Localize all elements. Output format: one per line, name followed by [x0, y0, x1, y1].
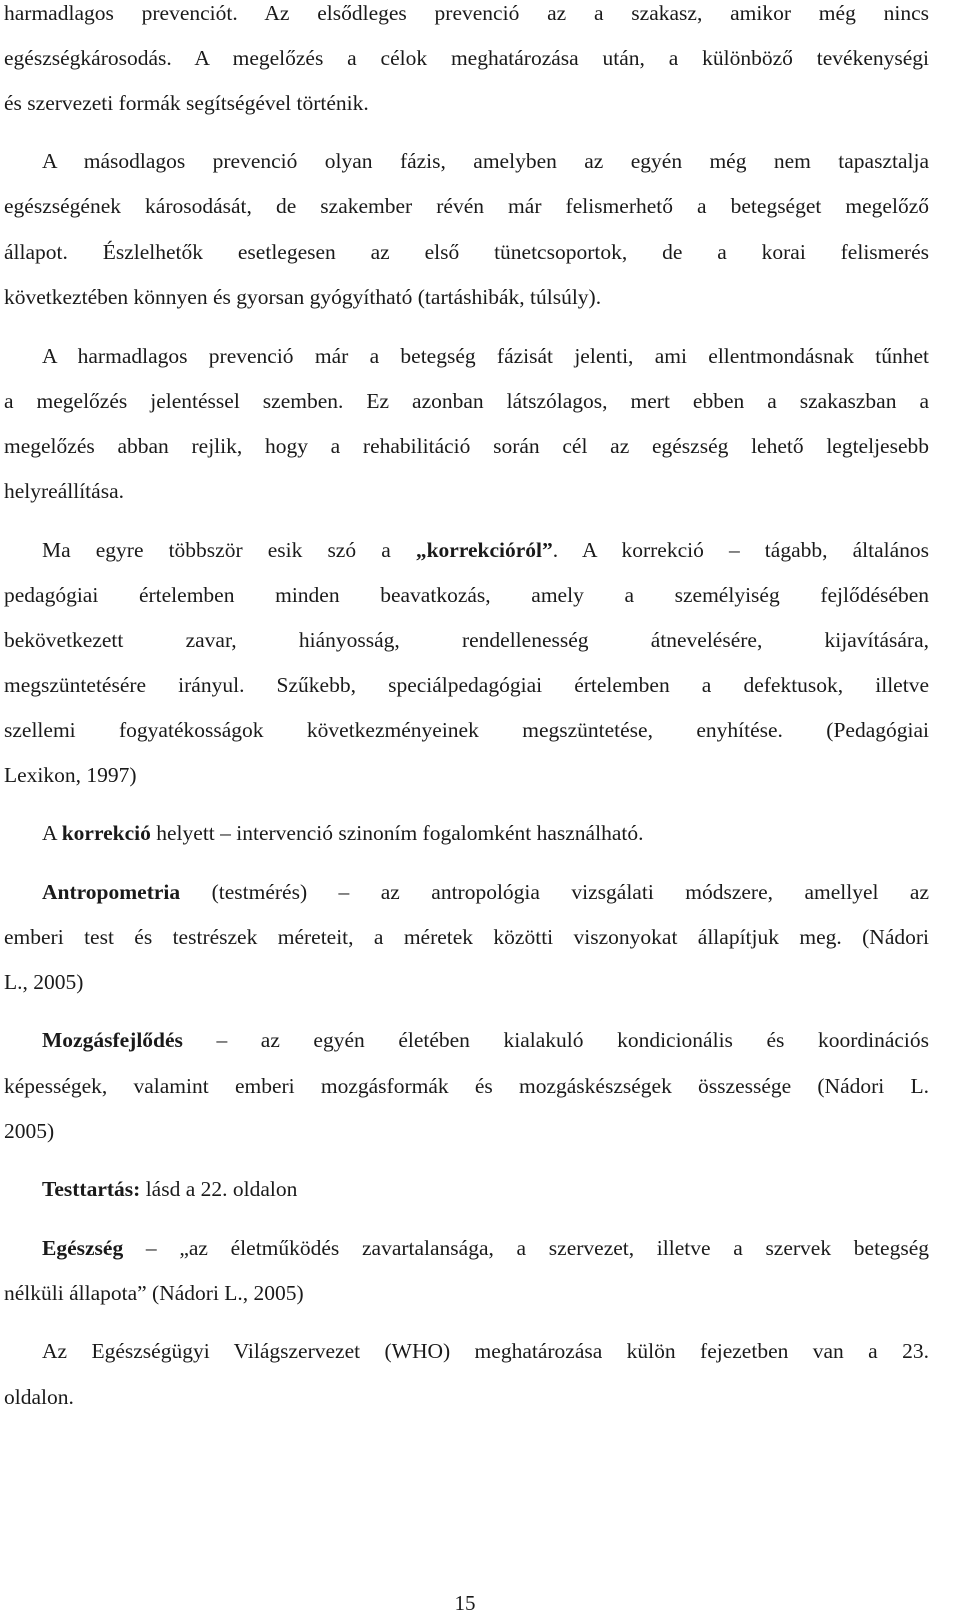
- text-run: Ma egyre többször esik szó a: [42, 538, 416, 562]
- term-korrekciorol: „korrekcióról”: [415, 538, 553, 562]
- paragraph-line: nélküli állapota” (Nádori L., 2005): [4, 1281, 304, 1305]
- paragraph-line: egészségkárosodás. A megelőzés a célok meghatározása után, a különböző tevékenységi: [4, 46, 929, 70]
- paragraph-line: megszüntetésére irányul. Szűkebb, speciálpedagógiai értelemben a defektusok, illetve: [4, 673, 929, 697]
- paragraph-line: 2005): [4, 1119, 55, 1143]
- text-run: – „az életműködés zavartalansága, a szervezet, illetve a szervek betegség: [123, 1236, 929, 1260]
- page-number: 15: [454, 1591, 476, 1615]
- paragraph-line: helyreállítása.: [4, 479, 124, 503]
- text-run: lásd a 22. oldalon: [140, 1177, 298, 1201]
- text-run: – az egyén életében kialakuló kondicionális és koordinációs: [182, 1028, 929, 1052]
- paragraph-line: emberi test és testrészek méreteit, a méretek közötti viszonyokat állapítjuk meg. (Nádori: [4, 925, 929, 949]
- paragraph-line: A harmadlagos prevenció már a betegség fázisát jelenti, ami ellentmondásnak tűnhet: [42, 344, 929, 368]
- paragraph-line: harmadlagos prevenciót. Az elsődleges prevenció az a szakasz, amikor még nincs: [4, 1, 929, 25]
- term-mozgasfejlodes: Mozgásfejlődés: [42, 1028, 183, 1052]
- paragraph-line: bekövetkezett zavar, hiányosság, rendellenesség átnevelésére, kijavítására,: [4, 628, 929, 652]
- paragraph-line: [42, 877, 929, 907]
- text-run: (testmérés) – az antropológia vizsgálati módszere, amellyel az: [180, 880, 929, 904]
- paragraph-line: [42, 818, 929, 848]
- text-run: helyett – intervenció szinoním fogalomként használható.: [150, 821, 644, 845]
- paragraph-line: szellemi fogyatékosságok következményeinek megszüntetése, enyhítése. (Pedagógiai: [4, 718, 929, 742]
- paragraph-line: a megelőzés jelentéssel szemben. Ez azonban látszólagos, mert ebben a szakaszban a: [4, 389, 929, 413]
- term-antropometria: Antropometria: [42, 880, 181, 904]
- paragraph-line: [42, 1233, 929, 1263]
- paragraph-line: pedagógiai értelemben minden beavatkozás, amely a személyiség fejlődésében: [4, 583, 929, 607]
- paragraph-line: következtében könnyen és gyorsan gyógyítható (tartáshibák, túlsúly).: [4, 285, 602, 309]
- paragraph-line: [42, 1025, 929, 1055]
- paragraph-line: A másodlagos prevenció olyan fázis, amelyben az egyén még nem tapasztalja: [42, 149, 929, 173]
- paragraph-line: és szervezeti formák segítségével történik.: [4, 91, 369, 115]
- paragraph-line: egészségének károsodását, de szakember révén már felismerhető a betegséget megelőző: [4, 194, 929, 218]
- term-korrekcio: korrekció: [61, 821, 151, 845]
- paragraph-line: oldalon.: [4, 1385, 74, 1409]
- paragraph-line: Lexikon, 1997): [4, 763, 137, 787]
- paragraph-line: [42, 535, 929, 565]
- paragraph-line: L., 2005): [4, 970, 84, 994]
- paragraph-line: [42, 1174, 929, 1204]
- term-testtartas: Testtartás:: [42, 1177, 141, 1201]
- paragraph-line: képességek, valamint emberi mozgásformák és mozgáskészségek összessége (Nádori L.: [4, 1074, 929, 1098]
- paragraph-line: megelőzés abban rejlik, hogy a rehabilitáció során cél az egészség lehető legteljesebb: [4, 434, 929, 458]
- text-run: A: [42, 821, 62, 845]
- term-egeszseg: Egészség: [42, 1236, 124, 1260]
- paragraph-line: Az Egészségügyi Világszervezet (WHO) meghatározása külön fejezetben van a 23.: [42, 1339, 929, 1363]
- text-run: . A korrekció – tágabb, általános: [552, 538, 929, 562]
- paragraph-line: állapot. Észlelhetők esetlegesen az első tünetcsoportok, de a korai felismerés: [4, 240, 929, 264]
